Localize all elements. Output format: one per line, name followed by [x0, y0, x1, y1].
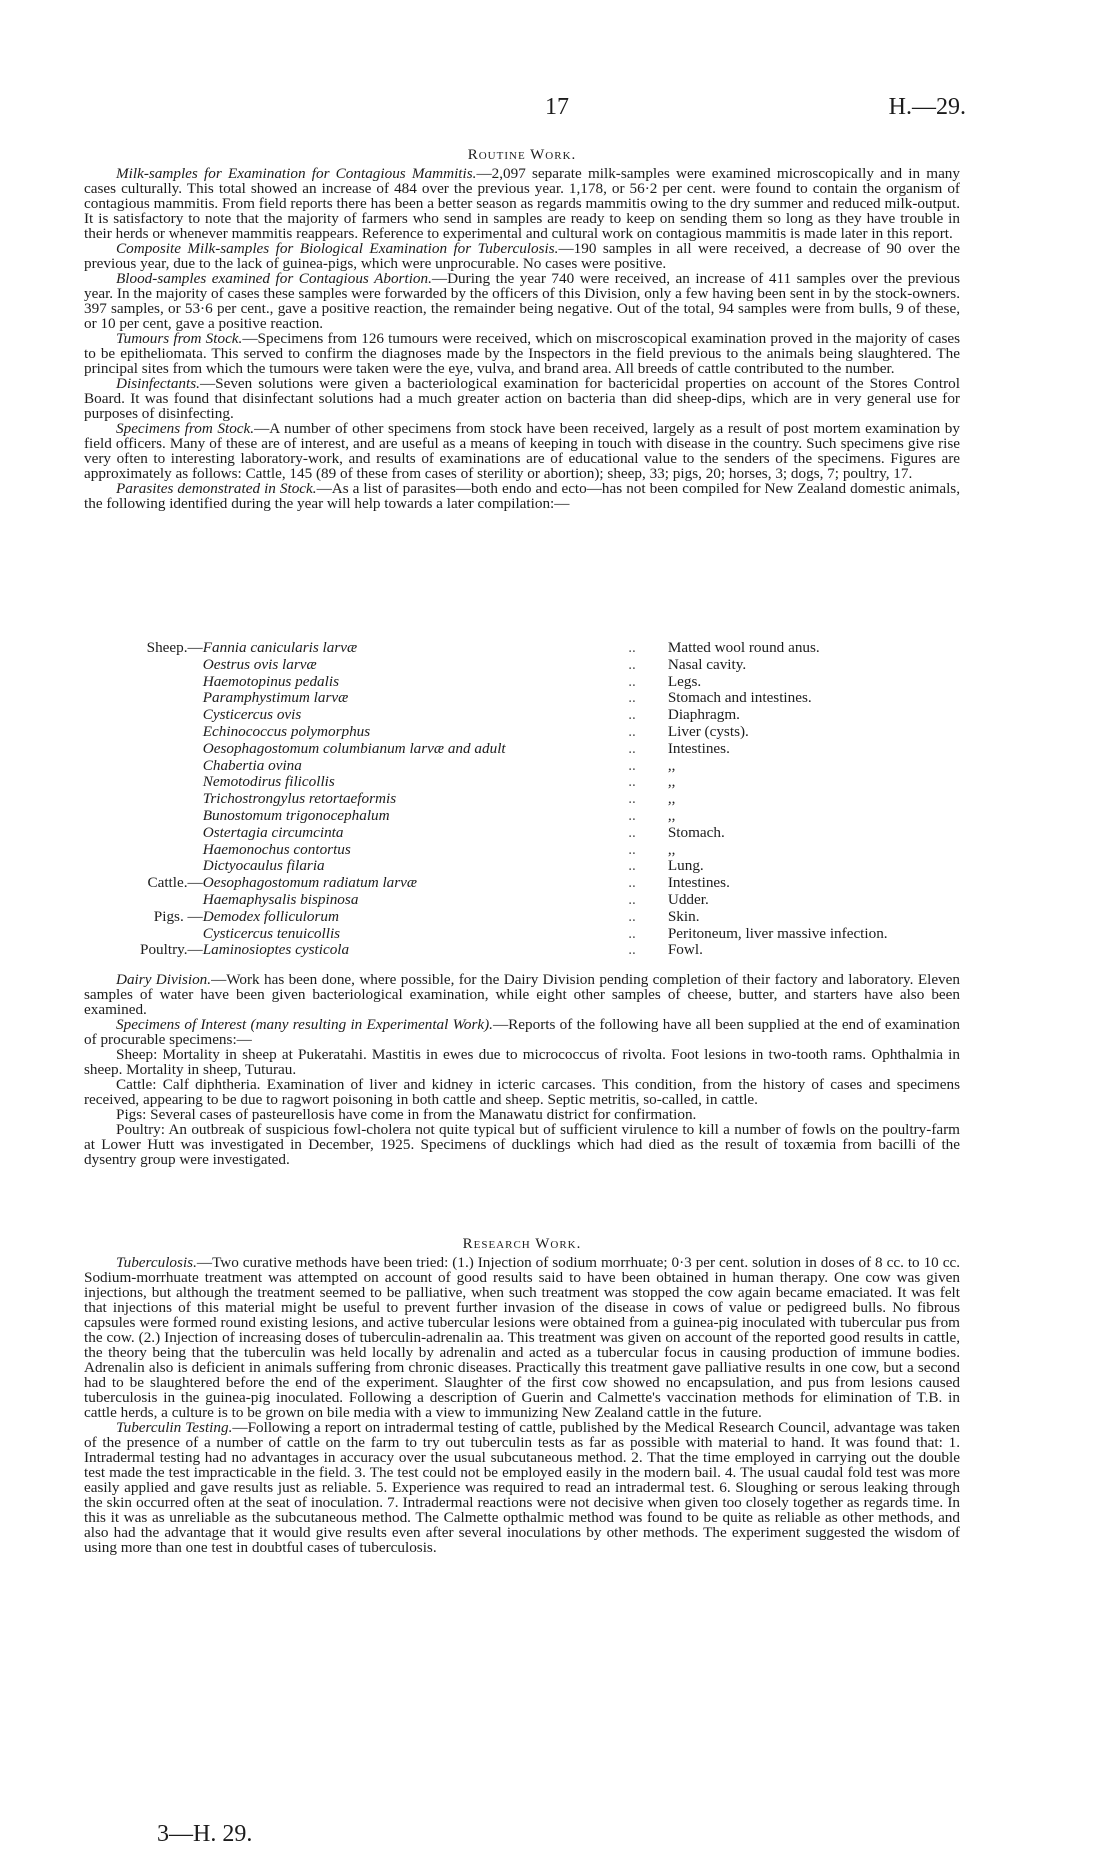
paragraph-text: —Work has been done, where possible, for the Dairy Division pending completion of their factory and laboratory. Eleven samples of water have been given bacteriological examination, while eight other samples of cheese, butter, and starters have also been examined.: [84, 971, 960, 1018]
parasite-species: [203, 707, 629, 724]
parasite-site: Udder.: [667, 890, 709, 908]
parasite-row: [140, 858, 960, 875]
leader-dots: ..: [628, 823, 636, 841]
parasite-site: Peritoneum, liver massive infection.: [667, 924, 888, 942]
paragraph-text: —2,097 separate milk-samples were examined microscopically and in many cases culturally. This total showed an increase of 484 over the previous year. 1,178, or 56·2 per cent. were found to contain the organism of contagious mammitis. From field reports there has been a better season as regards mammitis owing to the dry summer and reduced milk-output. It is satisfactory to note that the majority of farmers who send in samples are ready to keep on sending them so long as they have trouble in their herds or whenever mammitis reappears. Reference to experimental and cultural work on contagious mammitis is made later in this report.: [84, 165, 960, 242]
parasite-site: Matted wool round anus.: [667, 639, 820, 656]
species-name: Dictyocaulus filaria: [202, 857, 325, 875]
leader-dots: ..: [628, 639, 636, 656]
parasite-site: Stomach.: [667, 823, 725, 841]
parasite-species: [203, 741, 629, 758]
parasite-group: [140, 825, 203, 842]
leader-dots: ..: [628, 857, 636, 875]
parasite-species: [203, 942, 629, 959]
paragraph: [84, 166, 960, 241]
parasite-group: Pigs. —: [153, 907, 203, 925]
parasite-site: Nasal cavity.: [667, 655, 747, 673]
parasite-row: [140, 842, 960, 859]
parasite-table-body: [140, 640, 960, 959]
page-reference: H.—29.: [888, 94, 966, 120]
paragraph: [84, 376, 960, 421]
parasite-species: [203, 758, 629, 775]
routine-work-section: [84, 148, 960, 511]
parasite-species: [203, 909, 629, 926]
paragraph-text: —Two curative methods have been tried: (1.) Injection of sodium morrhuate; 0·3 per cent. solution in doses of 8 cc. to 10 cc. Sodium-morrhuate treatment was attempted on account of good results said to have been obtained in human therapy. One cow was given injections, but although the treatment seemed to be palliative, when such treatment was stopped the cow again became emaciated. It was felt that injections of this material might be useful to prevent further invasion of the disease in cows of value or pedigreed bulls. No fibrous capsules were formed round existing lesions, and active tubercular lesions were obtained from a guinea-pig inoculated with tubercular pus from the cow. (2.) Injection of increasing doses of tuberculin-adrenalin aa. This treatment was given on account of the reported good results in cattle, the theory being that the tuberculin was held locally by adrenalin and acted as a tubercular focus in causing production of immune bodies. Adrenalin also is deficient in animals suffering from chronic diseases. Practically this treatment gave palliative results in one cow, but a second had to be slaughtered before the end of the experiment. Slaughter of the first cow showed no encapsulation, and pus from lesions caused tuberculosis in the guinea-pig inoculated. Following a description of Guerin and Calmette's vaccination methods for elimination of T.B. in cattle herds, a culture is to be grown on bile media with a view to immunizing New Zealand cattle in the future.: [84, 1254, 960, 1421]
paragraph-title: Tuberculosis.: [116, 1254, 197, 1271]
leader-dots: ..: [628, 874, 636, 892]
leader-dots: ..: [628, 773, 636, 791]
paragraph-text: Cattle: Calf diphtheria. Examination of liver and kidney in icteric carcases. This condition, from the history of cases and specimens received, appearing to be due to ragwort poisoning in both cattle and sheep. Septic metritis, so-called, in cattle.: [84, 1076, 960, 1108]
species-name: Demodex folliculorum: [202, 907, 339, 925]
species-name: Laminosioptes cysticola: [202, 941, 350, 959]
routine-work-continued: [84, 972, 960, 1167]
parasite-species: [203, 791, 629, 808]
paragraph: [84, 972, 960, 1017]
leader-dots: ..: [628, 672, 636, 690]
parasite-species: [203, 690, 629, 707]
paragraph-title: Blood-samples examined for Contagious Abortion.: [116, 270, 432, 287]
paragraph: [84, 1047, 960, 1077]
parasite-site: Fowl.: [667, 941, 703, 959]
leader-dots: ..: [628, 840, 636, 858]
parasite-row: [140, 808, 960, 825]
species-name: Oesophagostomum radiatum larvæ: [202, 874, 418, 892]
parasite-site: Stomach and intestines.: [667, 689, 812, 707]
paragraph: [84, 1017, 960, 1047]
species-name: Bunostomum trigonocephalum: [202, 806, 390, 824]
paragraph-text: —Reports of the following have all been supplied at the end of examination of procurable specimens:—: [84, 1016, 960, 1048]
species-name: Cysticercus ovis: [202, 706, 302, 724]
species-name: Ostertagia circumcinta: [202, 823, 344, 841]
parasite-row: [140, 758, 960, 775]
paragraph: [84, 1077, 960, 1107]
parasite-species: [203, 674, 629, 691]
parasite-species: [203, 875, 629, 892]
parasite-species: [203, 825, 629, 842]
paragraph: [84, 331, 960, 376]
species-name: Paramphystimum larvæ: [202, 689, 349, 707]
species-name: Nemotodirus filicollis: [202, 773, 335, 791]
parasite-site: Intestines.: [667, 874, 730, 892]
species-name: Haemonochus contortus: [202, 840, 351, 858]
paragraph-title: Disinfectants.: [116, 375, 200, 392]
parasite-group: [140, 707, 203, 724]
paragraph-title: Specimens of Interest (many resulting in Experimental Work).: [116, 1016, 493, 1033]
parasite-species: [203, 640, 629, 657]
parasite-site: ,,: [667, 773, 676, 791]
paragraph-text: —190 samples in all were received, a decrease of 90 over the previous year, due to the lack of guinea-pigs, which were unprocurable. No cases were positive.: [84, 240, 960, 272]
paragraph: [84, 421, 960, 481]
parasite-species: [203, 842, 629, 859]
leader-dots: ..: [628, 941, 636, 959]
parasite-site: Lung.: [667, 857, 704, 875]
species-name: Fannia canicularis larvæ: [202, 639, 358, 656]
paragraph-title: Tumours from Stock.: [116, 330, 243, 347]
parasite-group: Poultry.—: [140, 941, 203, 959]
footer-reference: 3—H. 29.: [157, 1821, 253, 1847]
parasite-species: [203, 858, 629, 875]
parasite-species: [203, 774, 629, 791]
parasite-group: [140, 690, 203, 707]
parasite-group: [140, 892, 203, 909]
paragraph-text: —During the year 740 were received, an increase of 411 samples over the previous year. In the majority of cases these samples were forwarded by the officers of this Division, only a few having been sent in by the stock-owners. 397 samples, or 53·6 per cent., gave a positive reaction, the remainder being negative. Out of the total, 94 samples were from bulls, 9 of these, or 10 per cent, gave a positive reaction.: [84, 270, 960, 332]
parasite-group: [140, 674, 203, 691]
paragraph-text: Poultry: An outbreak of suspicious fowl-cholera not quite typical but of sufficient virulence to kill a number of fowls on the poultry-farm at Lower Hutt was investigated in December, 1925. Specimens of ducklings which had died as the result of toxæmia from bacilli of the dysentry group were investigated.: [84, 1121, 960, 1168]
parasite-species: [203, 926, 629, 943]
parasite-group: [140, 842, 203, 859]
paragraph-text: —Following a report on intradermal testing of cattle, published by the Medical Research Council, advantage was taken of the presence of a number of cattle on the farm to try out tuberculin tests as far as possible with material to hand. It was found that: 1. Intradermal testing had no advantages in accuracy over the usual subcutaneous method. 2. That the time employed in carrying out the double test made the test impracticable in the field. 3. The test could not be employed easily in the modern bail. 4. The usual caudal fold test was more easily applied and gave results just as reliable. 5. Experience was required to read an intradermal test. 6. Sloughing or serous leaking through the skin occurred often at the seat of inoculation. 7. Intradermal reactions were not decisive when given too closely together as regards time. In this it was as unreliable as the subcutaneous method. The Calmette opthalmic method was found to be quite as reliable as other methods, and also had the advantage that it would give results even after several inoculations by other methods. The experiment suggested the wisdom of using more than one test in doubtful cases of tuberculosis.: [84, 1419, 960, 1556]
parasite-row: [140, 825, 960, 842]
leader-dots: ..: [628, 890, 636, 908]
paragraph-title: Specimens from Stock.: [116, 420, 255, 437]
paragraph: [84, 241, 960, 271]
parasite-row: [140, 774, 960, 791]
parasite-species: [203, 808, 629, 825]
parasite-site: Legs.: [667, 672, 702, 690]
parasite-group: Sheep.—: [146, 639, 203, 656]
parasite-row: [140, 926, 960, 943]
paragraph: [84, 1255, 960, 1420]
parasite-row: [140, 690, 960, 707]
leader-dots: ..: [628, 739, 636, 757]
paragraph-title: Parasites demonstrated in Stock.: [116, 480, 317, 497]
species-name: Haemaphysalis bispinosa: [202, 890, 359, 908]
leader-dots: ..: [628, 790, 636, 808]
parasite-group: [140, 808, 203, 825]
paragraph-text: Pigs: Several cases of pasteurellosis have come in from the Manawatu district for confirmation.: [116, 1106, 697, 1123]
parasite-species: [203, 724, 629, 741]
species-name: Trichostrongylus retortaeformis: [202, 790, 397, 808]
leader-dots: ..: [628, 924, 636, 942]
parasite-row: [140, 942, 960, 959]
paragraph-title: Composite Milk-samples for Biological Examination for Tuberculosis.: [116, 240, 559, 257]
parasite-site: ,,: [667, 840, 676, 858]
leader-dots: ..: [628, 722, 636, 740]
paragraph-text: —Specimens from 126 tumours were received, which on miscroscopical examination proved in the majority of cases to be epitheliomata. This served to confirm the diagnoses made by the Inspectors in the field previous to the animals being slaughtered. The principal sites from which the tumours were taken were the eye, vulva, and brand area. All breeds of cattle contributed to the number.: [84, 330, 961, 377]
paragraph-title: Tuberculin Testing.: [116, 1419, 233, 1436]
section-heading: Routine Work.: [467, 147, 577, 163]
parasite-row: [140, 892, 960, 909]
parasite-row: [140, 640, 960, 657]
species-name: Oesophagostomum columbianum larvæ and adult: [202, 739, 506, 757]
paragraph: [84, 271, 960, 331]
paragraph-title: Dairy Division.: [116, 971, 212, 988]
species-name: Chabertia ovina: [202, 756, 302, 774]
parasite-species: [203, 657, 629, 674]
parasite-group: [140, 774, 203, 791]
parasite-site: ,,: [667, 806, 676, 824]
parasite-group: [140, 791, 203, 808]
parasite-site: Liver (cysts).: [667, 722, 749, 740]
page-number: 17: [545, 94, 569, 120]
parasite-row: [140, 724, 960, 741]
paragraph-text: —As a list of parasites—both endo and ecto—has not been compiled for New Zealand domestic animals, the following identified during the year will help towards a later compilation:—: [84, 480, 961, 512]
species-name: Cysticercus tenuicollis: [202, 924, 341, 942]
research-work-section: [84, 1237, 960, 1555]
paragraph: [84, 481, 960, 511]
species-name: Haemotopinus pedalis: [202, 672, 339, 690]
leader-dots: ..: [628, 806, 636, 824]
paragraph: [84, 1122, 960, 1167]
paragraph-text: —Seven solutions were given a bacteriological examination for bactericidal properties on account of the Stores Control Board. It was found that disinfectant solutions had a much greater action on bacteria than did sheep-dips, which are in very general use for purposes of disinfecting.: [84, 375, 960, 422]
parasite-species: [203, 892, 629, 909]
parasite-row: [140, 674, 960, 691]
parasite-row: [140, 875, 960, 892]
parasite-site: Intestines.: [667, 739, 730, 757]
parasite-site: Skin.: [667, 907, 700, 925]
parasite-site: Diaphragm.: [667, 706, 740, 724]
paragraph-text: Sheep: Mortality in sheep at Pukeratahi. Mastitis in ewes due to micrococcus of rivolta. Foot lesions in two-tooth rams. Ophthalmia in sheep. Mortality in sheep, Tuturau.: [84, 1046, 960, 1078]
parasite-row: [140, 791, 960, 808]
parasite-group: [140, 858, 203, 875]
parasite-table: [140, 640, 960, 959]
parasite-site: ,,: [667, 756, 676, 774]
parasite-group: [140, 926, 203, 943]
paragraph-title: Milk-samples for Examination for Contagious Mammitis.: [116, 165, 477, 182]
leader-dots: ..: [628, 706, 636, 724]
leader-dots: ..: [628, 907, 636, 925]
parasite-row: [140, 707, 960, 724]
leader-dots: ..: [628, 689, 636, 707]
species-name: Echinococcus polymorphus: [202, 722, 371, 740]
leader-dots: ..: [628, 655, 636, 673]
section-heading: Research Work.: [462, 1236, 582, 1252]
parasite-site: ,,: [667, 790, 676, 808]
parasite-group: [140, 741, 203, 758]
parasite-group: [140, 758, 203, 775]
parasite-row: [140, 741, 960, 758]
parasite-group: [140, 657, 203, 674]
parasite-row: [140, 657, 960, 674]
paragraph: [84, 1420, 960, 1555]
parasite-row: [140, 909, 960, 926]
parasite-group: [140, 724, 203, 741]
parasite-group: Cattle.—: [147, 874, 203, 892]
paragraph: [84, 1107, 960, 1122]
species-name: Oestrus ovis larvæ: [202, 655, 317, 673]
leader-dots: ..: [628, 756, 636, 774]
paragraph-text: —A number of other specimens from stock have been received, largely as a result of post mortem examination by field officers. Many of these are of interest, and are useful as a means of keeping in touch with disease in the country. Such specimens give rise very often to interesting laboratory-work, and results of examinations are of educational value to the senders of the specimens. Figures are approximately as follows: Cattle, 145 (89 of these from cases of sterility or abortion); sheep, 33; pigs, 20; horses, 3; dogs, 7; poultry, 17.: [84, 420, 960, 482]
